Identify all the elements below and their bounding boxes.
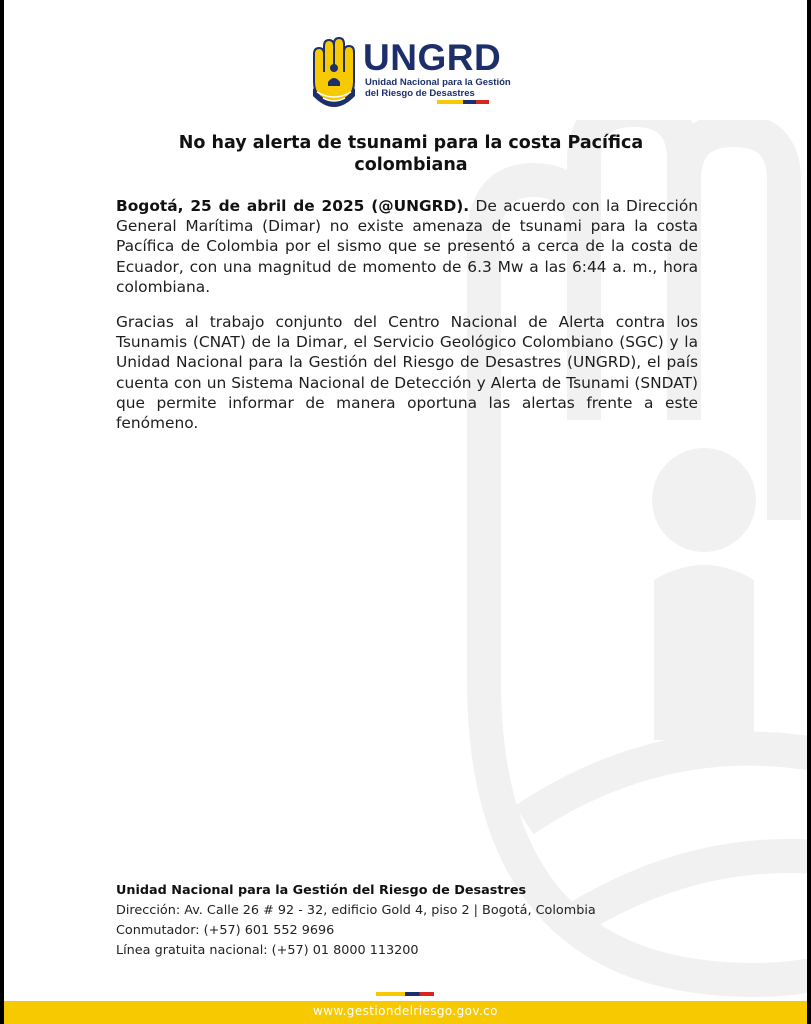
logo-subtitle-line1: Unidad Nacional para la Gestión <box>365 77 511 88</box>
footer-address: Dirección: Av. Calle 26 # 92 - 32, edificio Gold 4, piso 2 | Bogotá, Colombia <box>116 903 596 918</box>
footer-switchboard: Conmutador: (+57) 601 552 9696 <box>116 923 335 938</box>
ungrd-logo <box>309 36 519 116</box>
title-line2: colombiana <box>354 155 468 175</box>
dateline: Bogotá, 25 de abril de 2025 (@UNGRD). <box>116 197 470 215</box>
paragraph-1-text: De acuerdo con la Dirección General Marítima (Dimar) no existe amenaza de tsunami para la costa Pacífica de Colombia por el sismo que se presentó a cerca de la costa de Ecuador, con una magnitud de momento de 6.3 Mw a las 6:44 a. m., hora colombiana. <box>116 197 698 296</box>
title-line1: No hay alerta de tsunami para la costa Pacífica <box>178 133 644 153</box>
paragraph-1 <box>116 196 698 297</box>
document-page <box>4 0 807 1024</box>
page-title <box>116 132 706 176</box>
website-link[interactable]: www.gestiondelriesgo.gov.co <box>313 1004 498 1018</box>
logo-subtitle <box>365 77 515 99</box>
footer-organization: Unidad Nacional para la Gestión del Riesgo de Desastres <box>116 883 527 898</box>
paragraph-2: Gracias al trabajo conjunto del Centro Nacional de Alerta contra los Tsunamis (CNAT) de la Dimar, el Servicio Geológico Colombiano (SGC) y la Unidad Nacional para la Gestión del Riesgo de Desastres (UNGRD), el país cuenta con un Sistema Nacional de Detección y Alerta de Tsunami (SNDAT) que permite informar de manera oportuna las alertas frente a este fenómeno. <box>116 313 698 433</box>
logo-subtitle-line2: del Riesgo de Desastres <box>365 88 475 99</box>
logo-acronym: UNGRD <box>363 37 502 78</box>
footer-hotline: Línea gratuita nacional: (+57) 01 8000 113200 <box>116 943 419 958</box>
footer-contact <box>116 881 716 961</box>
ungrd-hand-emblem-icon <box>309 36 359 110</box>
footer-flag-stripe-icon <box>376 992 434 996</box>
colombia-flag-stripe-icon <box>437 100 489 104</box>
